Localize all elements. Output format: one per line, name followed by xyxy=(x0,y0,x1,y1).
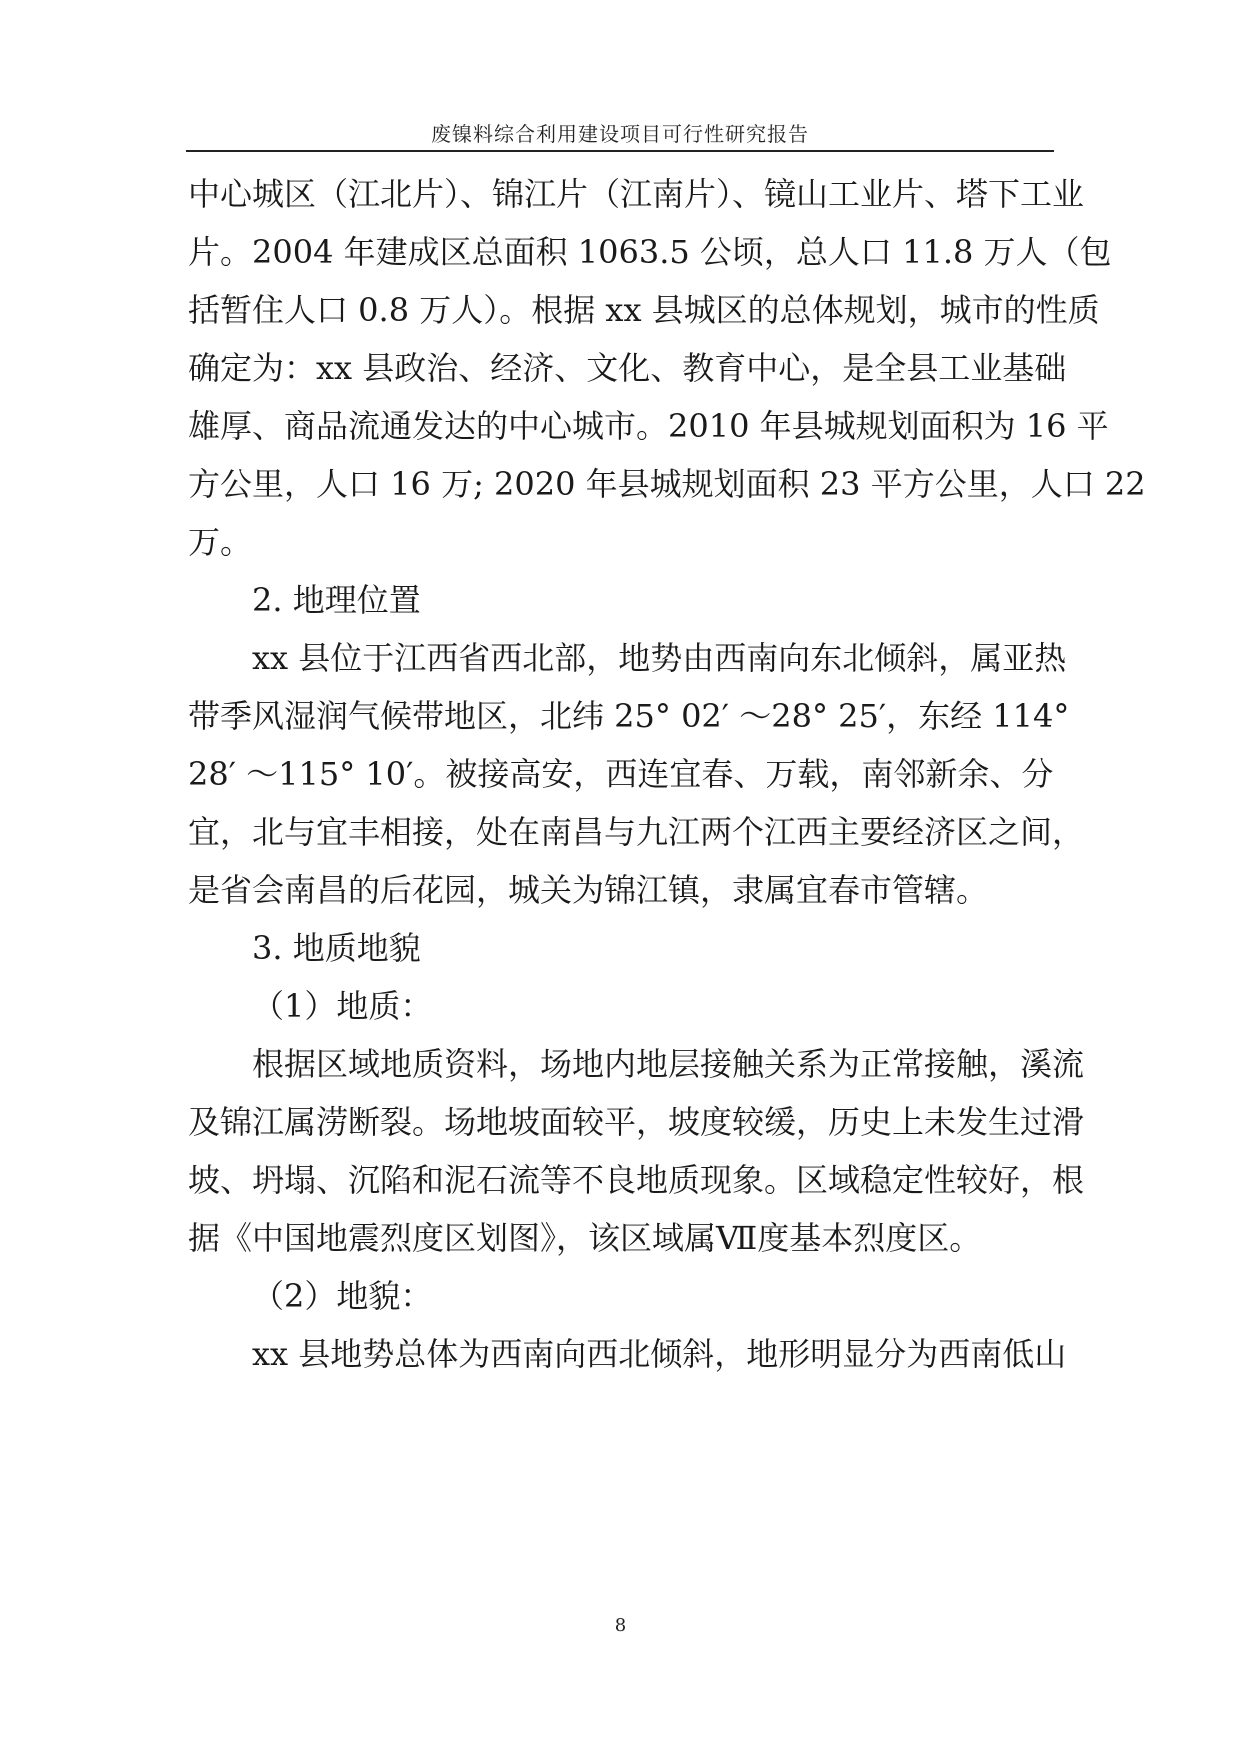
body-line: xx 县地势总体为西南向西北倾斜，地形明显分为西南低山 xyxy=(252,1335,1067,1373)
body-line: 根据区域地质资料，场地内地层接触关系为正常接触，溪流 xyxy=(252,1045,1085,1083)
body-line: 带季风湿润气候带地区，北纬 25° 02′ ～28° 25′，东经 114° xyxy=(188,697,1070,735)
body-line: 据《中国地震烈度区划图》，该区域属Ⅶ度基本烈度区。 xyxy=(188,1219,982,1257)
page-number: 8 xyxy=(614,1615,627,1636)
body-line: 方公里，人口 16 万; 2020 年县城规划面积 23 平方公里，人口 22 xyxy=(188,465,1146,503)
body-line: 万。 xyxy=(188,523,253,561)
body-line: 中心城区（江北片）、锦江片（江南片）、镜山工业片、塔下工业 xyxy=(188,175,1085,213)
body-line: 及锦江属涝断裂。场地坡面较平，坡度较缓，历史上未发生过滑 xyxy=(188,1103,1085,1141)
body-line: 28′ ～115° 10′。被接高安，西连宜春、万载，南邻新余、分 xyxy=(188,755,1054,793)
body-line: 确定为：xx 县政治、经济、文化、教育中心，是全县工业基础 xyxy=(188,349,1067,387)
body-line: 片。2004 年建成区总面积 1063.5 公顷，总人口 11.8 万人（包 xyxy=(188,233,1112,271)
running-header: 废镍料综合利用建设项目可行性研究报告 xyxy=(431,122,809,146)
body-line: 是省会南昌的后花园，城关为锦江镇，隶属宜春市管辖。 xyxy=(188,871,989,909)
body-line: xx 县位于江西省西北部，地势由西南向东北倾斜，属亚热 xyxy=(252,639,1067,677)
body-line: 括暂住人口 0.8 万人）。根据 xx 县城区的总体规划，城市的性质 xyxy=(188,291,1100,329)
body-line: 雄厚、商品流通发达的中心城市。2010 年县城规划面积为 16 平 xyxy=(188,407,1109,445)
header-divider xyxy=(186,150,1054,152)
body-line: 坡、坍塌、沉陷和泥石流等不良地质现象。区域稳定性较好，根 xyxy=(188,1161,1085,1199)
section-heading-location: 2. 地理位置 xyxy=(252,581,421,619)
section-heading-geology-landform: 3. 地质地貌 xyxy=(252,929,421,967)
body-line: 宜，北与宜丰相接，处在南昌与九江两个江西主要经济区之间， xyxy=(188,813,1085,851)
subheading-landform: （2）地貌： xyxy=(252,1277,433,1315)
subheading-geology: （1）地质： xyxy=(252,987,433,1025)
